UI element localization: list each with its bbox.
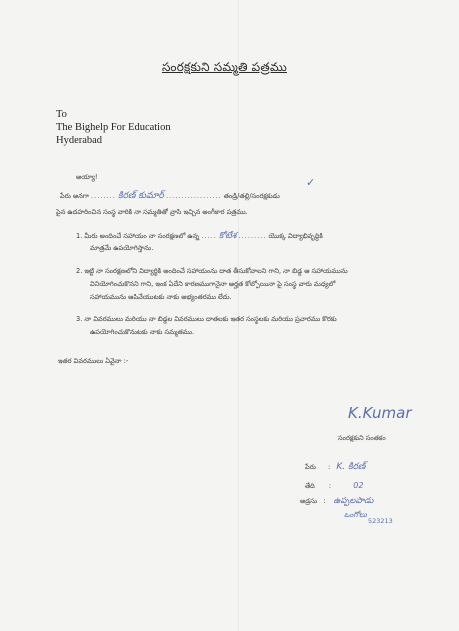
address-line-organization: The Bighelp For Education: [56, 122, 171, 133]
point-1-line-2: మాత్రమే ఉపయోగిస్తాను.: [90, 244, 154, 252]
field-date-value: 02: [353, 481, 364, 490]
field-name: పేరు : K. కిరణ్: [305, 462, 366, 472]
recipient-address: [56, 108, 171, 147]
intro-line-1: పేరు అనగా ........ కిరణ్ కుమార్ .................. తండ్రి/తల్లి/సంరక్షకుడు: [60, 191, 280, 201]
pincode-handwritten: 523213: [368, 517, 393, 525]
field-address-label: అడ్రసు: [300, 497, 318, 505]
point-1-number: 1.: [76, 232, 83, 240]
field-name-value: K. కిరణ్: [336, 462, 366, 472]
document-title: సంరక్షకుని సమ్మతి పత్రము: [162, 60, 287, 74]
salutation: అయ్యా!: [76, 173, 98, 181]
point-2-line-1: 2. ఇట్టి నా సంరక్షణలోని విద్యార్థికి అందించే సహాయంను దాత తీసుకోవాలని గాని, నా బిడ్డ ఆ సహాయమును: [76, 267, 348, 275]
field-date-label: తేది: [305, 482, 315, 490]
address-city-handwritten: ఒంగోలు: [344, 510, 367, 519]
point-1-line-1: 1. మీరు అందించే సహాయం నా సంరక్షణలో ఉన్న ..... కోటేశ ......... యొక్క విద్యాభివృద్ధికి: [76, 231, 323, 241]
field-name-label: పేరు: [305, 463, 316, 471]
guardian-name-handwritten: కిరణ్ కుమార్: [117, 191, 164, 201]
other-details-label: ఇతర వివరములు ఏవైనా :-: [58, 357, 129, 365]
field-date: తేది : 02: [305, 481, 364, 490]
point-3-line-2: ఉపయోగించుకొనుటకు నాకు సమ్మతము.: [90, 328, 195, 336]
signature-label: సంరక్షకుని సంతకం: [338, 434, 386, 442]
child-name-handwritten: కోటేశ: [218, 231, 237, 241]
point-3-number: 3.: [76, 315, 83, 323]
point-3-line-1: 3. నా వివరములు మరియు నా బిడ్డల వివరములు దాతలకు ఇతర సంస్థలకు మరియు ప్రచారము కొరకు: [76, 315, 337, 323]
field-address: అడ్రసు : ఉప్పలపాడు: [300, 496, 374, 506]
tick-mark-icon: ✓: [306, 176, 316, 189]
point-2-line-3: సహాయమును ఆపివేయుటకు నాకు అభ్యంతరము లేదు.: [90, 293, 232, 301]
field-address-value: ఉప్పలపాడు: [333, 496, 374, 506]
address-line-city: Hyderabad: [56, 135, 103, 146]
intro-prefix: పేరు అనగా: [60, 192, 89, 200]
point-2-number: 2.: [76, 267, 83, 275]
guardian-signature-handwritten: K.Kumar: [348, 404, 412, 422]
address-line-to: To: [56, 109, 67, 120]
point-2-line-2: వినియోగించుకొనని గాని, ఇంక ఏదేని కారణముగానైనా అర్హత కోల్పోయినా పై సంస్థ వారు మధ్యలో: [90, 280, 336, 288]
intro-line-2: పైన ఉదహరించిన సంస్థ వారికి నా సమ్మతితో వ్రాసి ఇచ్చిన అంగీకార పత్రము.: [56, 208, 248, 216]
intro-relation: తండ్రి/తల్లి/సంరక్షకుడు: [223, 192, 280, 200]
